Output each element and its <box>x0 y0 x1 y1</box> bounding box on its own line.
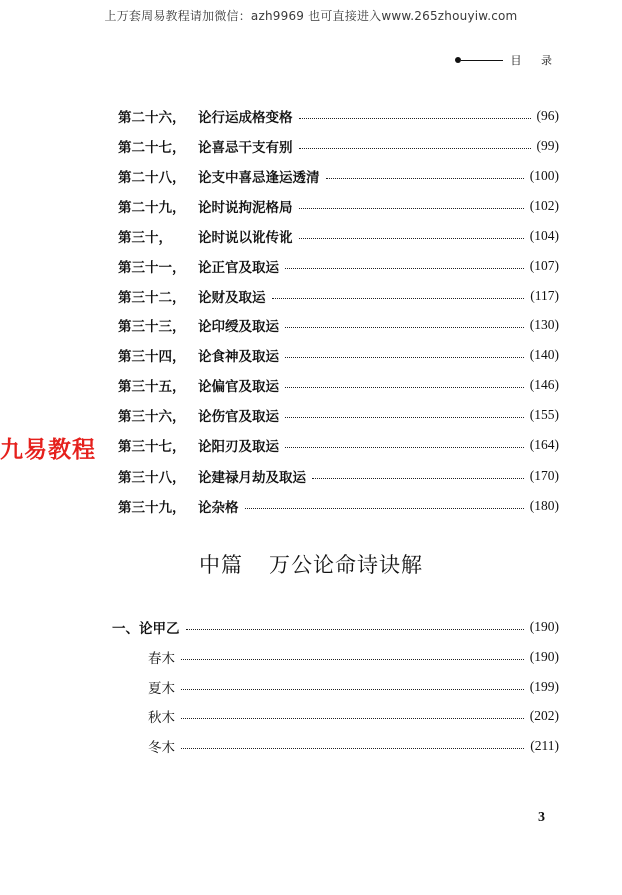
page-ref: (202) <box>529 708 559 723</box>
page-ref: (146) <box>529 377 559 392</box>
chapter-title: 论杂格 <box>198 500 239 516</box>
chapter-number: 第三十五， <box>118 379 186 395</box>
toc-entry[interactable] <box>118 375 559 395</box>
page-ref: (130) <box>529 317 559 332</box>
leader-dots <box>299 147 531 149</box>
toc-entry[interactable] <box>118 496 559 516</box>
leader-dots <box>285 267 524 269</box>
chapter-title: 论行运成格变格 <box>198 110 293 126</box>
chapter-title: 论财及取运 <box>198 290 266 306</box>
chapter-title: 论偏官及取运 <box>198 379 279 395</box>
leader-dots <box>312 477 524 479</box>
section-part: 中篇 <box>199 553 243 577</box>
toc-entry[interactable] <box>118 196 559 216</box>
leader-dots <box>285 326 524 328</box>
chapter-number: 第三十二， <box>118 290 186 306</box>
toc-entry[interactable] <box>118 166 559 186</box>
leader-dots <box>181 718 524 719</box>
chapter-number: 第二十七， <box>118 140 186 156</box>
toc-entry[interactable] <box>118 106 559 126</box>
chapter-title: 论印绶及取运 <box>198 319 279 335</box>
page-ref: (117) <box>530 288 559 303</box>
leader-dots <box>186 629 524 630</box>
leader-dots <box>181 689 524 690</box>
page-ref: (190) <box>529 619 559 634</box>
chapter-title: 论食神及取运 <box>198 349 279 365</box>
toc-entry[interactable] <box>118 435 559 455</box>
page-ref: (211) <box>530 738 559 753</box>
chapter-number: 第二十九， <box>118 200 186 216</box>
watermark-logo-text: 九易教程 <box>0 431 98 464</box>
chapter-title: 论时说拘泥格局 <box>198 200 293 216</box>
leader-dots <box>181 748 524 749</box>
chapter-number: 第三十九， <box>118 500 186 516</box>
leader-dots <box>285 446 524 448</box>
section-title <box>0 549 622 579</box>
chapter-number: 第三十六， <box>118 409 186 425</box>
chapter-number: 第三十三， <box>118 319 186 335</box>
leader-dots <box>272 297 525 299</box>
chapter-number: 第三十四， <box>118 349 186 365</box>
page-ref: (180) <box>529 498 559 513</box>
chapter-title: 论阳刃及取运 <box>198 439 279 455</box>
chapter-number: 第二十六， <box>118 110 186 126</box>
page-ref: (170) <box>529 468 559 483</box>
page-ref: (102) <box>529 198 559 213</box>
leader-dots <box>285 386 524 388</box>
toc-entry[interactable] <box>118 466 559 486</box>
header-rule <box>461 60 503 61</box>
item-title: 秋木 <box>148 710 175 726</box>
chapter-title: 论支中喜忌逢运透清 <box>198 170 320 186</box>
leader-dots <box>326 177 524 179</box>
running-header <box>455 52 561 68</box>
watermark-banner: 上万套周易教程请加微信：azh9969 也可直接进入www.265zhouyiw.com <box>104 9 518 23</box>
toc-item[interactable] <box>148 677 559 697</box>
page-ref: (199) <box>529 679 559 694</box>
toc-entry[interactable] <box>118 405 559 425</box>
page-ref: (190) <box>529 649 559 664</box>
item-title: 冬木 <box>148 740 175 756</box>
leader-dots <box>285 356 524 358</box>
chapter-title: 论伤官及取运 <box>198 409 279 425</box>
header-title: 目 录 <box>510 54 560 67</box>
toc-entry[interactable] <box>118 345 559 365</box>
chapter-number: 第三十一， <box>118 260 186 276</box>
page-ref: (164) <box>529 437 559 452</box>
toc-item[interactable] <box>148 736 559 756</box>
page-ref: (104) <box>529 228 559 243</box>
page-number: 3 <box>538 810 545 825</box>
chapter-title: 论时说以讹传讹 <box>198 230 293 246</box>
toc-item[interactable] <box>148 647 559 667</box>
page-ref: (100) <box>529 168 559 183</box>
leader-dots <box>299 207 524 209</box>
leader-dots <box>285 416 524 418</box>
page-ref: (96) <box>536 108 559 123</box>
page-ref: (99) <box>536 138 559 153</box>
toc-entry[interactable] <box>118 136 559 156</box>
chapter-number: 第三十， <box>118 230 172 246</box>
item-title: 夏木 <box>148 681 175 697</box>
toc-entry[interactable] <box>118 256 559 276</box>
leader-dots <box>299 117 531 119</box>
chapter-number: 第三十七， <box>118 439 186 455</box>
leader-dots <box>181 659 524 660</box>
page-ref: (140) <box>529 347 559 362</box>
leader-dots <box>245 507 524 509</box>
subsection-title: 一、论甲乙 <box>112 621 180 637</box>
leader-dots <box>299 237 524 239</box>
section-name: 万公论命诗诀解 <box>269 553 423 577</box>
chapter-number: 第二十八， <box>118 170 186 186</box>
page-ref: (155) <box>529 407 559 422</box>
chapter-title: 论喜忌干支有别 <box>198 140 293 156</box>
item-title: 春木 <box>148 651 175 667</box>
page-ref: (107) <box>529 258 559 273</box>
chapter-title: 论建禄月劫及取运 <box>198 470 306 486</box>
toc-item[interactable] <box>148 706 559 726</box>
toc-entry[interactable] <box>118 226 559 246</box>
chapter-number: 第三十八， <box>118 470 186 486</box>
toc-entry[interactable] <box>118 286 559 306</box>
toc-subsection[interactable] <box>112 617 559 637</box>
chapter-title: 论正官及取运 <box>198 260 279 276</box>
toc-entry[interactable] <box>118 315 559 335</box>
